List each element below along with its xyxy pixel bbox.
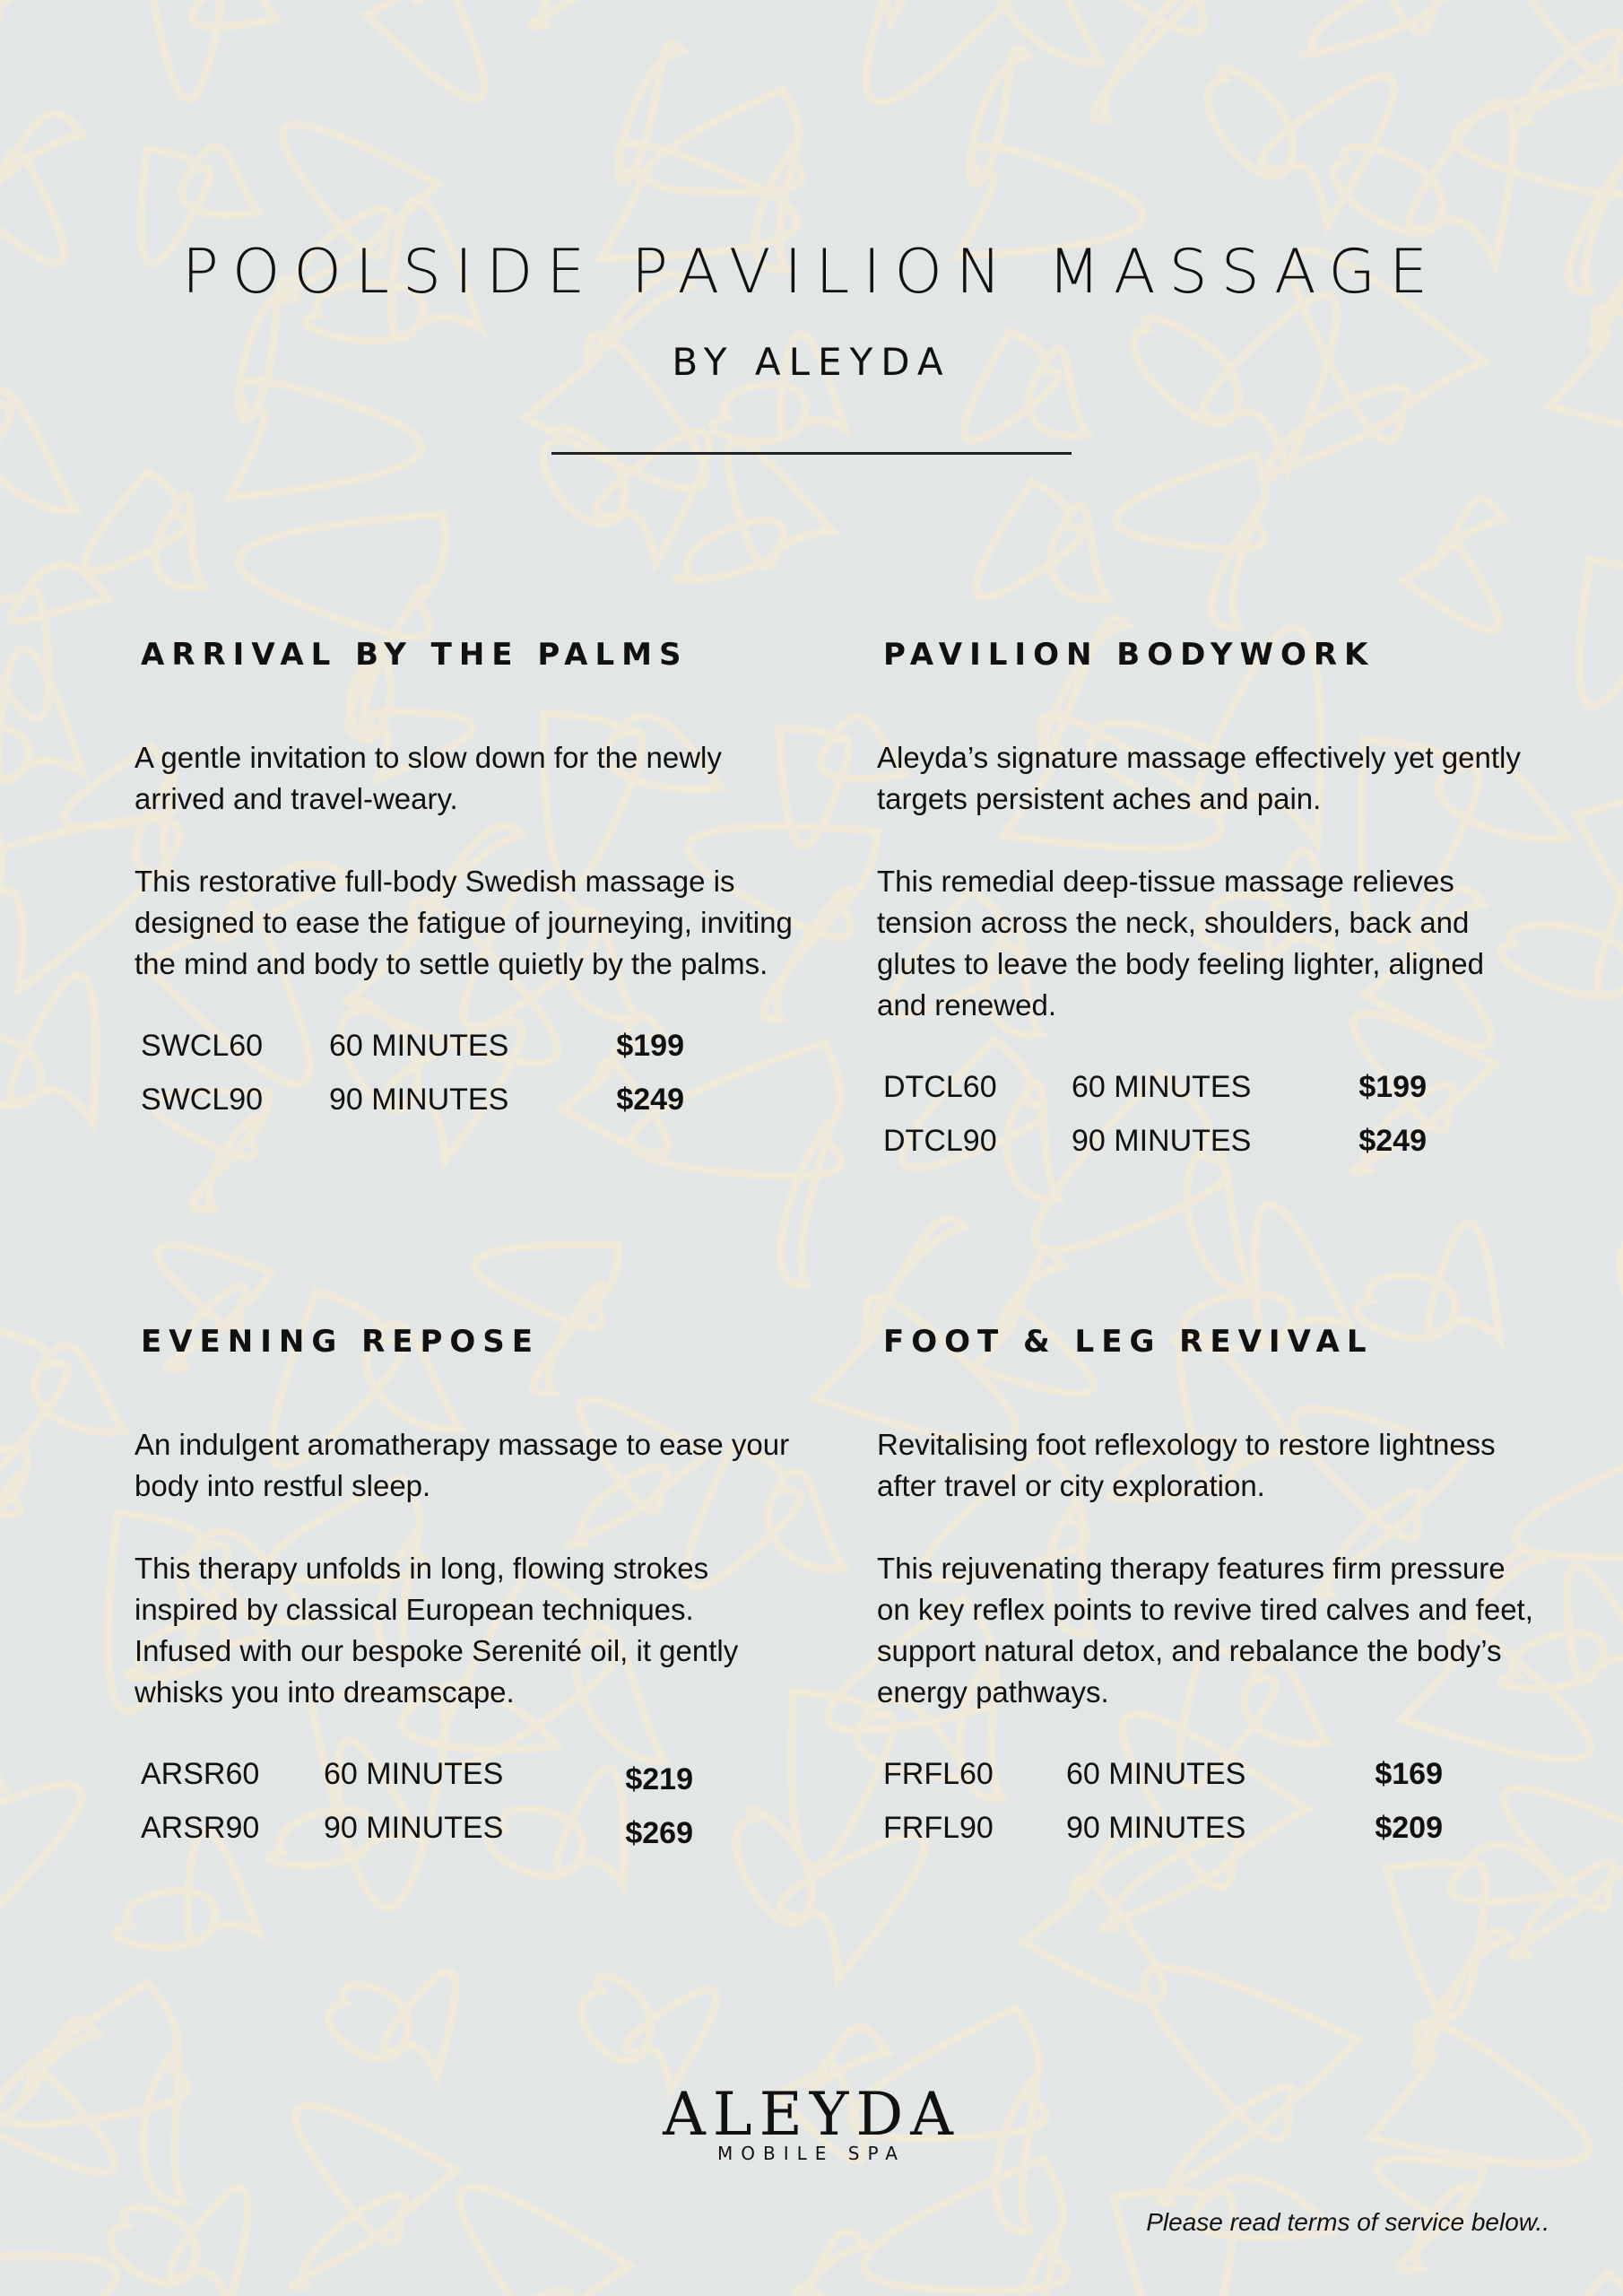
service-duration: 90 MINUTES [324, 1811, 504, 1845]
service-title: ARRIVAL BY THE PALMS [141, 637, 689, 673]
price-row [141, 1801, 798, 1855]
service-title: PAVILION BODYWORK [883, 637, 1376, 673]
service-price: $199 [1358, 1070, 1427, 1104]
service-code: SWCL90 [141, 1083, 264, 1117]
service-description: This restorative full-body Swedish massage is designed to ease the fatigue of journeying, inviting the mind and body to settle quietly by the palms. [135, 865, 793, 980]
service-description: This therapy unfolds in long, flowing strokes inspired by classical European techniques. Infused with our bespoke Serenité oil, it gently whisks you into dreamscape. [135, 1552, 739, 1709]
brand-tagline: MOBILE SPA [717, 2143, 906, 2164]
service-code: ARSR90 [141, 1811, 260, 1845]
service-arrival-by-the-palms [135, 628, 798, 1126]
service-code: DTCL90 [883, 1124, 997, 1158]
service-duration: 60 MINUTES [324, 1757, 504, 1791]
service-pavilion-bodywork [877, 628, 1541, 1168]
service-price: $249 [616, 1083, 684, 1117]
service-duration: 60 MINUTES [1066, 1757, 1246, 1791]
service-evening-repose [135, 1315, 798, 1855]
service-description: This remedial deep-tissue massage relieves tension across the neck, shoulders, back and glutes to leave the body feeling lighter, aligned and renewed. [877, 865, 1484, 1022]
service-intro: A gentle invitation to slow down for the newly arrived and travel-weary. [135, 741, 722, 815]
service-code: SWCL60 [141, 1029, 264, 1063]
price-table [883, 1060, 1541, 1168]
price-row [883, 1114, 1541, 1168]
service-duration: 90 MINUTES [1072, 1124, 1252, 1158]
service-price: $219 [625, 1762, 693, 1796]
service-intro: An indulgent aromatherapy massage to ease your body into restful sleep. [135, 1428, 790, 1502]
service-title: EVENING REPOSE [141, 1324, 541, 1360]
service-code: DTCL60 [883, 1070, 997, 1104]
title-divider [551, 452, 1072, 455]
page-subtitle: BY ALEYDA [672, 340, 951, 384]
service-price: $269 [625, 1816, 693, 1850]
service-code: FRFL90 [883, 1811, 994, 1845]
price-row [883, 1747, 1541, 1801]
service-price: $199 [616, 1029, 684, 1063]
price-row [883, 1801, 1541, 1855]
service-code: FRFL60 [883, 1757, 994, 1791]
service-intro: Aleyda’s signature massage effectively yet gently targets persistent aches and pain. [877, 741, 1521, 815]
price-row [141, 1019, 798, 1073]
terms-note: Please read terms of service below.. [1146, 2208, 1549, 2236]
service-duration: 60 MINUTES [1072, 1070, 1252, 1104]
price-table [883, 1747, 1541, 1855]
service-duration: 60 MINUTES [329, 1029, 509, 1063]
price-row [141, 1747, 798, 1801]
service-price: $209 [1375, 1811, 1443, 1845]
service-description: This rejuvenating therapy features firm pressure on key reflex points to revive tired calves and feet, support natural detox, and rebalance the body’s energy pathways. [877, 1552, 1533, 1709]
brand-logo: ALEYDA [663, 2080, 960, 2149]
service-duration: 90 MINUTES [329, 1083, 509, 1117]
service-foot-and-leg-revival [877, 1315, 1541, 1855]
service-code: ARSR60 [141, 1757, 260, 1791]
page-title: POOLSIDE PAVILION MASSAGE [181, 237, 1442, 308]
price-table [141, 1747, 798, 1855]
service-price: $249 [1358, 1124, 1427, 1158]
price-row [141, 1073, 798, 1126]
price-row [883, 1060, 1541, 1114]
service-intro: Revitalising foot reflexology to restore lightness after travel or city exploration. [877, 1428, 1496, 1502]
service-price: $169 [1375, 1757, 1443, 1791]
service-duration: 90 MINUTES [1066, 1811, 1246, 1845]
price-table [141, 1019, 798, 1126]
service-title: FOOT & LEG REVIVAL [883, 1324, 1374, 1360]
